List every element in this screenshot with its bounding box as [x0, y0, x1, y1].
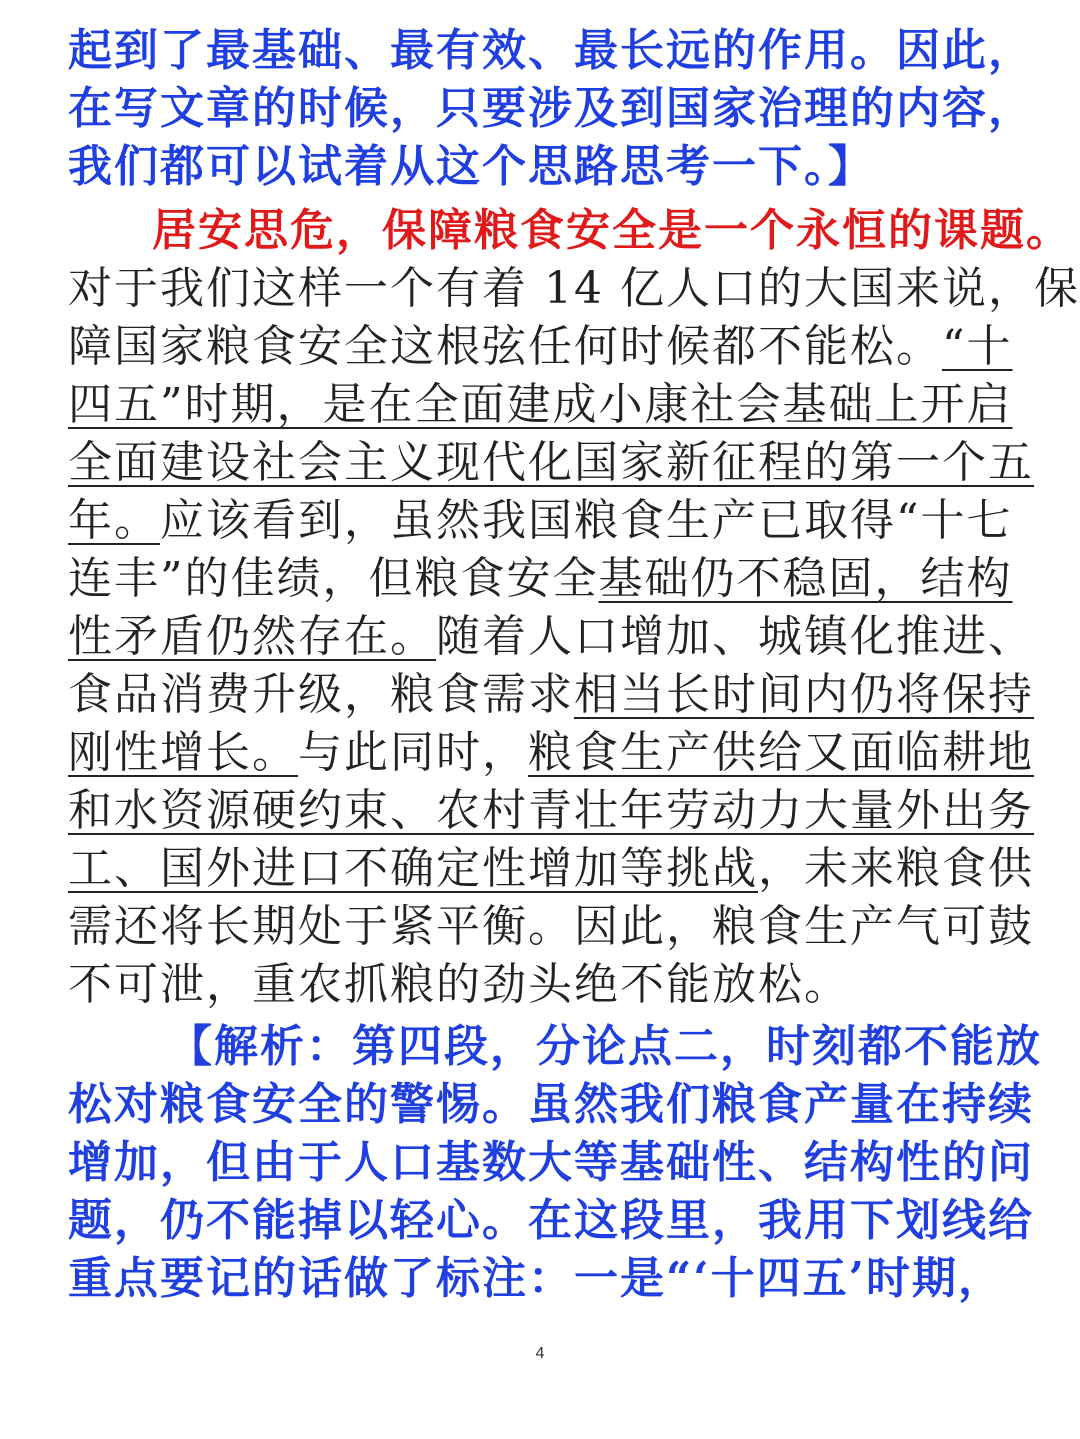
intro-line-2: 在写文章的时候，只要涉及到国家治理的内容，: [68, 83, 1034, 134]
body-line-10: 和水资源硬约束、农村青壮年劳动力大量外出务: [68, 785, 1034, 836]
body-text: 应该看到，虽然我国粮食生产已取得“十七: [160, 495, 1013, 546]
intro-line-1: 起到了最基础、最有效、最长远的作用。因此，: [68, 25, 1034, 76]
body-text: ，未来粮食供: [758, 843, 1034, 894]
body-text: 障国家粮食安全这根弦任何时候都不能松。: [68, 321, 942, 372]
underlined-text: 相当长时间内仍将保持: [574, 669, 1034, 720]
body-line-3: 四五”时期，是在全面建成小康社会基础上开启: [68, 379, 1013, 430]
body-line-4: 全面建设社会主义现代化国家新征程的第一个五: [68, 437, 1034, 488]
body-line-7: [68, 608, 1034, 666]
intro-line-3: 我们都可以试着从这个思路思考一下。】: [68, 141, 874, 192]
underlined-text: 粮食生产供给又面临耕地: [528, 727, 1034, 778]
underlined-text: 性矛盾仍然存在。: [68, 611, 436, 662]
body-line-1: 对于我们这样一个有着 14 亿人口的大国来说，保: [68, 263, 1080, 314]
body-line-11: [68, 840, 1034, 898]
analysis-line-5: 重点要记的话做了标注：一是“‘十四五’时期，: [68, 1253, 1004, 1304]
analysis-line-1: 【解析：第四段，分论点二，时刻都不能放: [168, 1021, 1042, 1072]
analysis-line-3: 增加，但由于人口基数大等基础性、结构性的问: [68, 1137, 1034, 1188]
analysis-line-2: 松对粮食安全的警惕。虽然我们粮食产量在持续: [68, 1079, 1034, 1130]
body-line-13: 不可泄，重农抓粮的劲头绝不能放松。: [68, 959, 850, 1010]
body-line-8: [68, 666, 1034, 724]
underlined-text: 年。: [68, 495, 160, 546]
analysis-line-4: 题，仍不能掉以轻心。在这段里，我用下划线给: [68, 1195, 1034, 1246]
underlined-text: 工、国外进口不确定性增加等挑战: [68, 843, 758, 894]
body-line-2: [68, 318, 1013, 376]
body-text: 与此同时，: [298, 727, 528, 778]
underlined-text: 基础仍不稳固，结构: [598, 553, 1013, 604]
section-heading: 居安思危，保障粮食安全是一个永恒的课题。: [152, 205, 1072, 256]
body-line-12: 需还将长期处于紧平衡。因此，粮食生产气可鼓: [68, 901, 1034, 952]
body-text: 连丰”的佳绩，但粮食安全: [68, 553, 599, 604]
body-line-9: [68, 724, 1034, 782]
underlined-text: “十: [942, 321, 1013, 372]
underlined-text: 刚性增长。: [68, 727, 298, 778]
body-text: 食品消费升级，粮食需求: [68, 669, 574, 720]
body-text: 随着人口增加、城镇化推进、: [436, 611, 1034, 662]
body-line-5: [68, 492, 1013, 550]
body-line-6: [68, 550, 1013, 608]
page-number: 4: [535, 1345, 545, 1362]
